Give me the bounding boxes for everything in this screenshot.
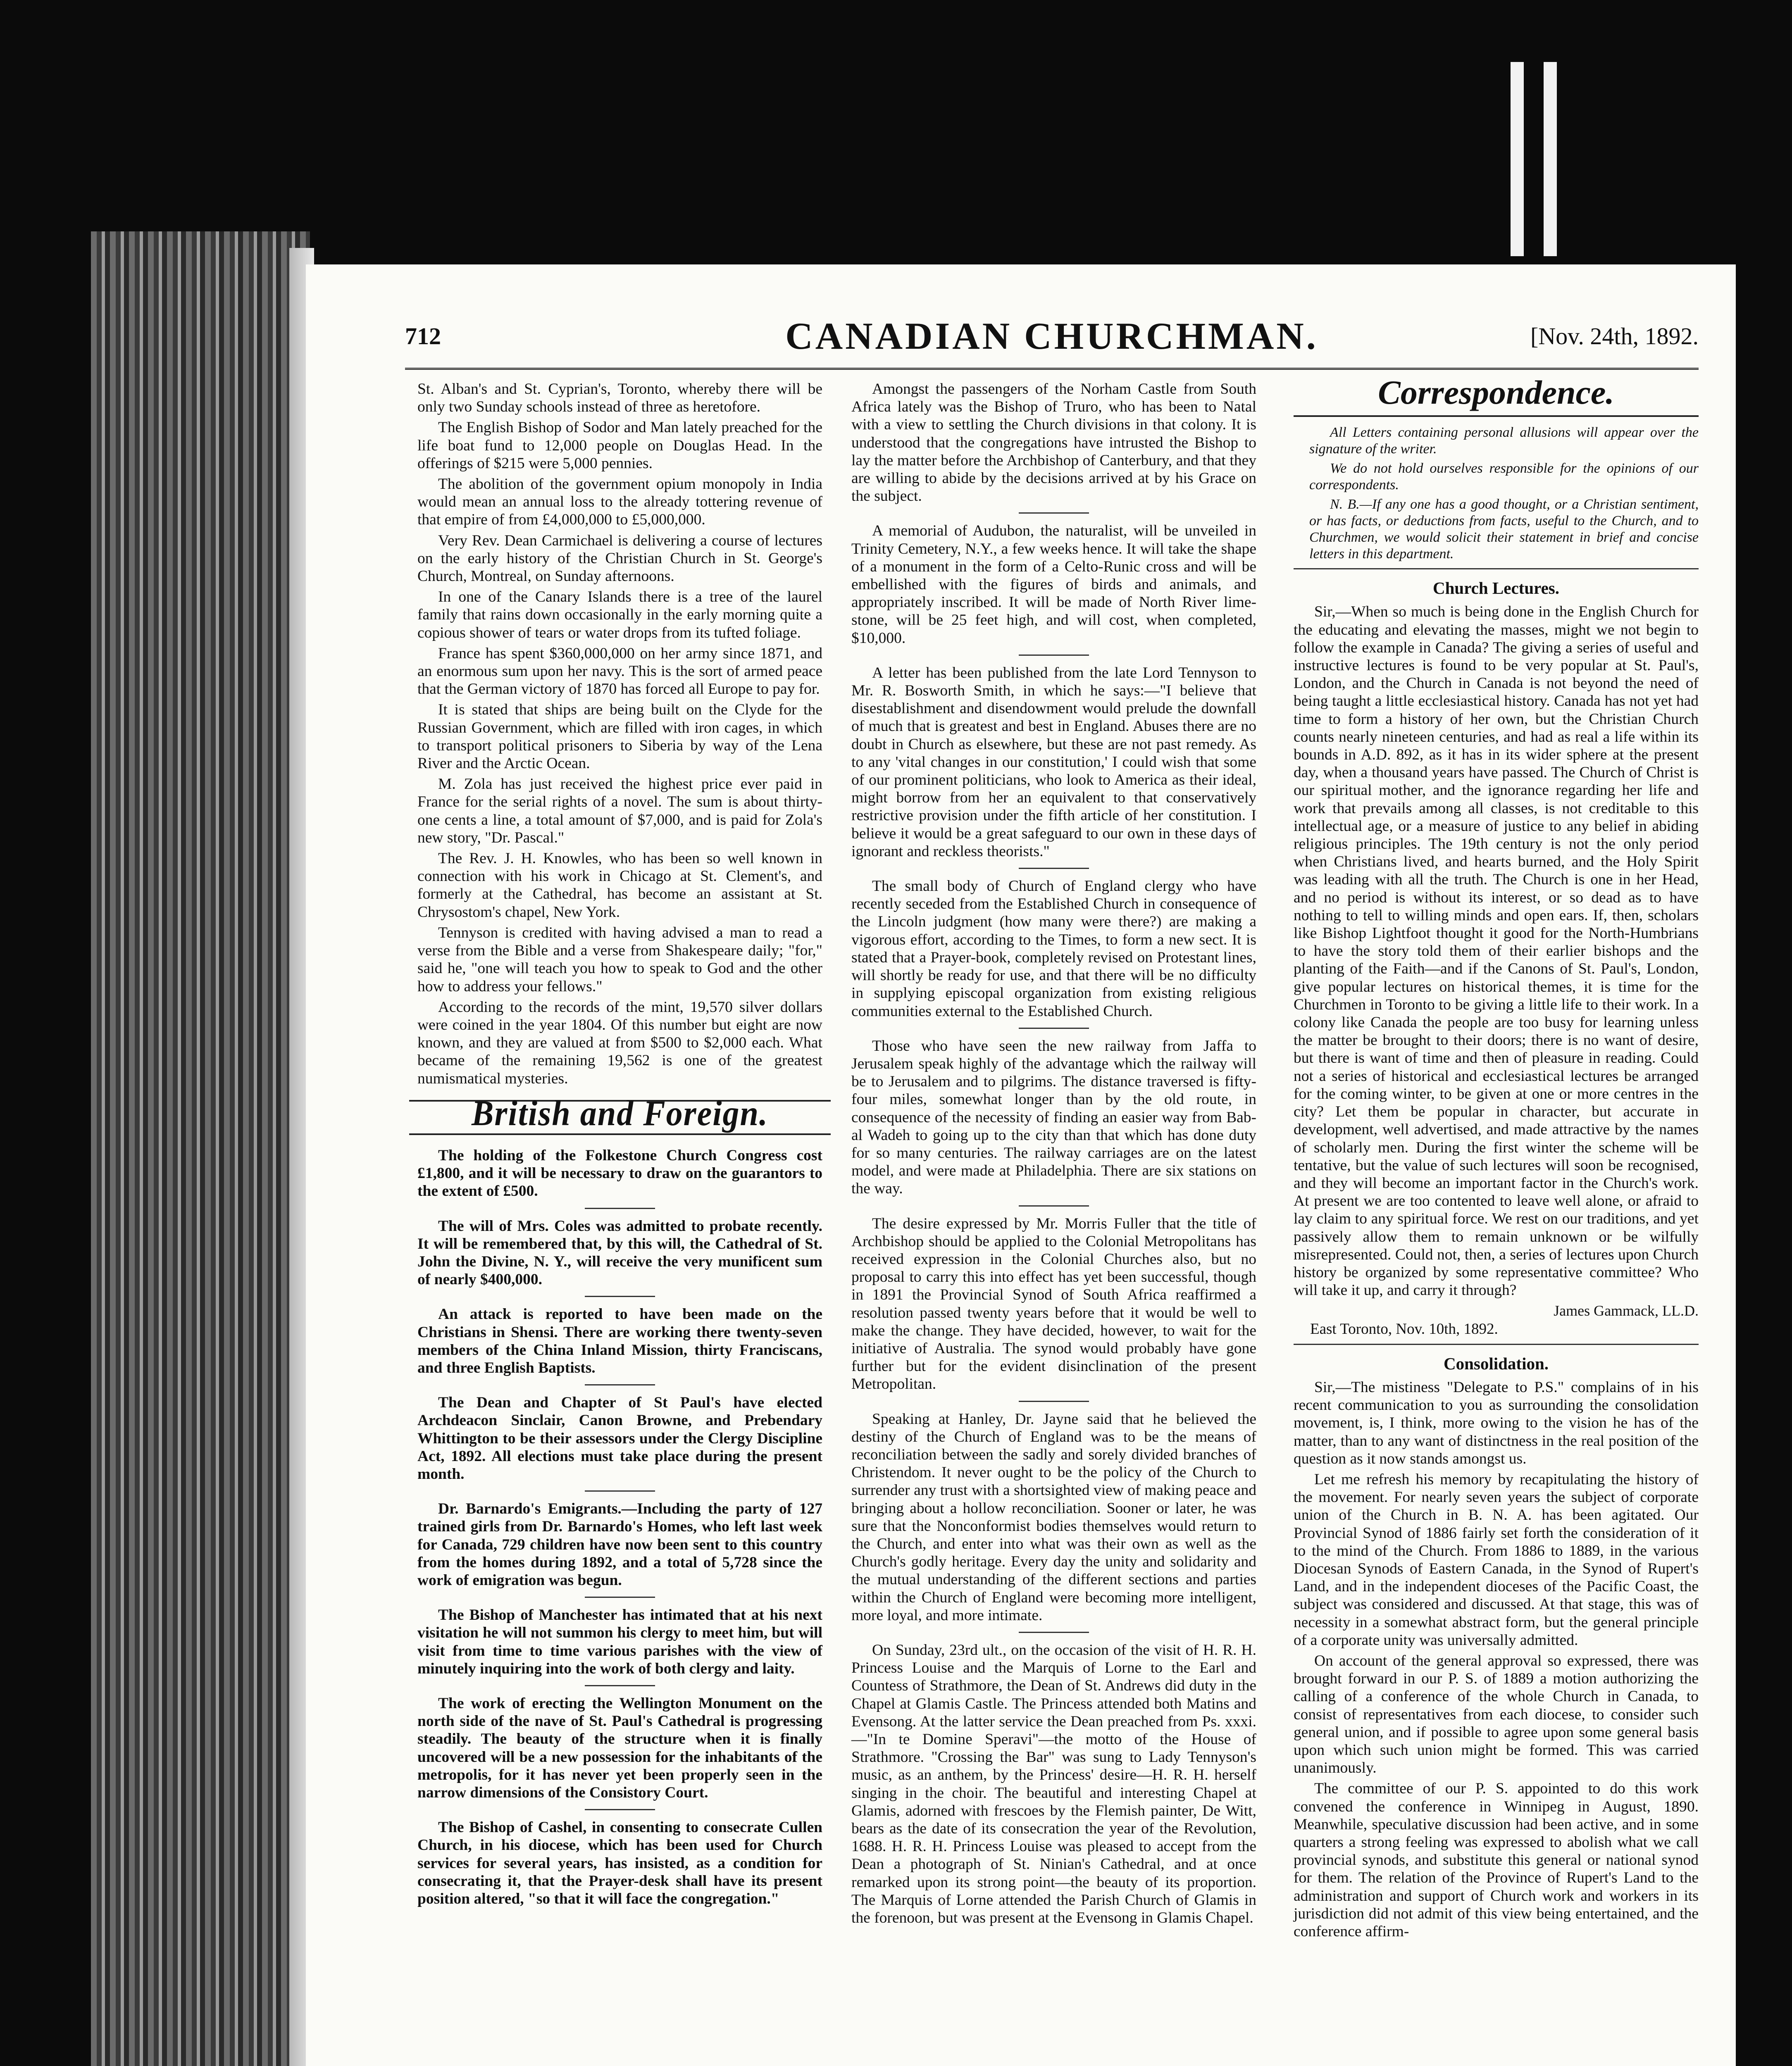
letter-paragraph: The committee of our P. S. appointed to do this work convened the conference in Winnipeg in August, 1890. Meanwhile, speculative discussion had been active, and in some quarters a strong feeling was expressed to abolish what we call provincial synods, and substitute this general or national synod for them. The relation of the Province of Rupert's Land to the administration and support of Church work and workers in its jurisdiction did not admit of this view being entertained, and the conference affirm- [1294,1780,1699,1940]
middle-column [851,380,1256,1930]
section-heading-text: Correspondence. [1378,374,1614,411]
news-item: The desire expressed by Mr. Morris Fuller that the title of Archbishop should be applied to the Colonial Metropolitans has received expression in the Colonial Churches also, but no proposal to carry this into effect has yet been successful, though in 1891 the Provincial Synod of South Africa reaffirmed a resolution passed twenty years before that it would be well to make the change. They have decided, however, to wait for the initiative of Australia. The synod would probably have gone further but for the evident disinclination of the present Metropolitan. [851,1215,1256,1393]
news-item: Dr. Barnardo's Emigrants.—Including the party of 127 trained girls from Dr. Barnardo's Homes, who left last week for Canada, 729 children have now been sent to this country from the homes during 1892, and a total of 5,728 since the work of emigration was begun. [417,1500,822,1589]
news-item: The Bishop of Manchester has intimated that at his next visitation he will not summon his clergy to meet him, but will visit from time to time various parishes with the view of minutely inquiring into the work of both clergy and laity. [417,1607,822,1677]
letter-signature: James Gammack, LL.D. [1554,1302,1699,1319]
news-paragraph: St. Alban's and St. Cyprian's, Toronto, whereby there will be only two Sunday schools instead of three as heretofore. [417,381,822,416]
news-item: A letter has been published from the late Lord Tennyson to Mr. R. Bosworth Smith, in which he says:—"I believe that disestablishment and disendowment would prelude the downfall of much that is greatest and best in England. Abuses there are no doubt in Church as elsewhere, but these are not past remedy. As to any 'vital changes in our constitution,' I could wish that some of our prominent politicians, who look to America as their ideal, might borrow from her an equivalent to that conservatively restrictive provision under the fifth article of her constitution. I believe it would be a great safeguard to our own in these days of ignorant and reckless theorists." [851,664,1256,860]
letter-title: Church Lectures. [1433,578,1559,598]
news-item: Speaking at Hanley, Dr. Jayne said that he believed the destiny of the Church of England was to be the means of reconciliation between the sadly and sorely divided branches of Christendom. It never ought to be the policy of the Church to surrender any trust with a shortsighted view of making peace and bringing about a hollow reconciliation. Sooner or later, he was sure that the Nonconformist bodies themselves would return to the Church, and enter into what was their own as well as the Church's godly heritage. Every day the unity and solidarity and the mutual understanding of the different sections and parties within the Church of England were becoming more intelligent, more loyal, and more intimate. [851,1410,1256,1624]
item-separator [1019,1401,1089,1402]
scanner-bar [1511,62,1524,256]
news-paragraph: It is stated that ships are being built on the Clyde for the Russian Government, which are filled with iron cages, in which to transport political prisoners to Siberia by way of the Lena River and the Arctic Ocean. [417,701,822,772]
section-heading-text: British and Foreign. [471,1094,768,1133]
page-number: 712 [405,323,441,350]
news-paragraph: The abolition of the government opium monopoly in India would mean an annual loss to the already tottering revenue of that empire of from £4,000,000 to £5,000,000. [417,476,822,528]
running-head [405,314,1699,364]
news-paragraph: The English Bishop of Sodor and Man lately preached for the life boat fund to 12,000 people on Douglas Head. In the offerings of $215 were 5,000 pennies. [417,419,822,472]
news-paragraph: Very Rev. Dean Carmichael is delivering a course of lectures on the early history of the Christian Church in St. George's Church, Montreal, on Sunday afternoons. [417,532,822,585]
item-separator [585,1490,655,1492]
book-spine [91,231,310,2066]
letter-rule [1294,1344,1699,1345]
editorial-notice: All Letters containing personal allusions will appear over the signature of the writer. [1309,425,1699,457]
news-item: The work of erecting the Wellington Monument on the north side of the nave of St. Paul's Cathedral is progressing steadily. The beauty of the structure when it is finally uncovered will be a new possession for the inhabitants of the metropolis, for it has never yet been properly seen in the narrow dimensions of the Consistory Court. [417,1695,822,1802]
news-item: A memorial of Audubon, the naturalist, will be unveiled in Trinity Cemetery, N.Y., a few weeks hence. It will take the shape of a monument in the form of a Celto-Runic cross and will be embellished with the figures of birds and animals, and appropriately inscribed. It will be made of North River lime-stone, will be 25 feet high, and will cost, when completed, $10,000. [851,522,1256,647]
issue-date: [Nov. 24th, 1892. [1530,323,1699,350]
section-heading-correspondence [1294,374,1699,411]
item-separator [1019,655,1089,656]
letter-place-date: East Toronto, Nov. 10th, 1892. [1310,1320,1498,1338]
item-separator [1019,1028,1089,1029]
editorial-notice: N. B.—If any one has a good thought, or a Christian sentiment, or has facts, or deductions from facts, useful to the Church, and to Churchmen, we would solicit their statement in brief and concise letters in this department. [1309,497,1699,562]
newspaper-page [306,264,1736,2066]
letter-body: Sir,—When so much is being done in the English Church for the educating and elevating the masses, might we not begin to follow the example in Canada? The giving a series of useful and instructive lectures is found to be very popular at St. Paul's, London, and the Church in Canada is not beyond the need of being taught a little ecclesiastical history. Canada has not yet had time to form a history of her own, but the Christian Church counts nearly nineteen centuries, and had as real a life within its bounds in A.D. 892, as it has in its wider sphere at the present day, when a thousand years have passed. The Church of Christ is our spiritual mother, and the ignorance regarding her life and work that prevails among all classes, is not creditable to this intellectual age, or a measure of justice to any belief in abiding religious principles. The 19th century is not the only period when Christians lived, and hearts burned, and the Holy Spirit was leading with all the truth. The Church is one in her Head, and no period is without its interest, or so dead as to have nothing to tell to willing minds and open ears. If, then, scholars like Bishop Lightfoot thought it good for the North-Humbrians to have the story told them of their earlier bishops and the planting of the Faith—and if the Canons of St. Paul's, London, give popular lectures on historical themes, it is time for the Churchmen in Toronto to be giving a little life to their work. In a colony like Canada the people are too busy for learning unless the matter be brought to their doors; there is no want of desire, but there is want of time and then of pleasure in reading. Could not a series of historical and ecclesiastical lectures be arranged for the coming winter, to be given at one or more centres in the city? Let them be popular in character, but accurate in development, well advertised, and made attractive by the names of scholarly men. During the first winter the scheme will be tentative, but the value of such lectures will soon be recognised, and they will become an important factor in the Church's work. At present we are too contented to leave well alone, or afraid to lay claim to any spiritual force. We rest on our traditions, and yet passively allow them to remain unknown or be wilfully misrepresented. Could not, then, a series of lectures upon Church history be organized by some representative committee? Who will take it up, and carry it through? [1294,603,1699,1299]
news-item: On Sunday, 23rd ult., on the occasion of the visit of H. R. H. Princess Louise and the Marquis of Lorne to the Earl and Countess of Strathmore, the Dean of St. Andrews did duty in the Chapel at Glamis Castle. The Princess attended both Matins and Evensong. At the latter service the Dean preached from Ps. xxxi.—"In te Domine Speravi"—the motto of the House of Strathmore. "Crossing the Bar" was sung to Lady Tennyson's music, as an anthem, by the Princess' desire—H. R. H. herself singing in the choir. The beautiful and interesting Chapel at Glamis, adorned with frescoes by the Flemish painter, De Witt, bears as the date of its consecration the year of the Revolution, 1688. H. R. H. Princess Louise was pleased to accept from the Dean a photograph of St. Ninian's Cathedral, and at once remarked upon its strong point—the beauty of its proportion. The Marquis of Lorne attended the Parish Church of Glamis in the forenoon, but was present at the Evensong in Glamis Chapel. [851,1642,1256,1927]
left-column [417,380,822,1911]
news-item: The will of Mrs. Coles was admitted to probate recently. It will be remembered that, by this will, the Cathedral of St. John the Divine, N. Y., will receive the very munificent sum of nearly $400,000. [417,1217,822,1288]
news-paragraph: According to the records of the mint, 19,570 silver dollars were coined in the year 1804. Of this number but eight are now known, and they are valued at from $500 to $2,000 each. What became of the remaining 19,562 is one of the greatest numismatical mysteries. [417,998,822,1087]
news-paragraph: The Rev. J. H. Knowles, who has been so well known in connection with his work in Chicago at St. Clement's, and formerly at the Cathedral, has become an assistant at St. Chrysostom's chapel, New York. [417,850,822,921]
heading-rule [1294,415,1699,417]
section-heading-british-foreign [409,1094,831,1135]
letter-paragraph: Let me refresh his memory by recapitulating the history of the movement. For nearly seven years the subject of corporate union of the Church in B. N. A. has been agitated. Our Provincial Synod of 1886 fairly set forth the consideration of it to the mind of the Church. From 1886 to 1889, in the various Diocesan Synods of Eastern Canada, in the Synod of Rupert's Land, and in the independent dioceses of the Pacific Coast, the subject was considered and discussed. At that stage, this was of necessity in a somewhat abstract form, but the general principle of a corporate unity was universally admitted. [1294,1471,1699,1649]
news-paragraph: M. Zola has just received the highest price ever paid in France for the serial rights of a novel. The sum is about thirty-one cents a line, a total amount of $7,000, and is paid for Zola's new story, "Dr. Pascal." [417,776,822,846]
header-rule [405,368,1699,370]
british-foreign-items [417,1147,822,1908]
item-separator [1019,1632,1089,1633]
publication-title: CANADIAN CHURCHMAN. [785,315,1318,357]
news-paragraph: France has spent $360,000,000 on her army since 1871, and an enormous sum upon her navy. This is the sort of armed peace that the German victory of 1870 has forced all Europe to pay for. [417,645,822,698]
item-separator [585,1597,655,1598]
right-column [1294,374,1699,1943]
news-paragraph: In one of the Canary Islands there is a tree of the laurel family that rains down occasionally in the early morning quite a copious shower of tears or water drops from its tufted foliage. [417,588,822,641]
letter-paragraph: Sir,—The mistiness "Delegate to P.S." complains of in his recent communication to you as surrounding the consolidation movement, is, I think, more owing to the vision he has of the matter, than to any want of distinctness in the real position of the question as it now stands amongst us. [1294,1378,1699,1467]
item-separator [1019,512,1089,514]
item-separator [585,1809,655,1810]
news-item: Amongst the passengers of the Norham Castle from South Africa lately was the Bishop of Truro, who has been to Natal with a view to settling the Church divisions in that colony. It is understood that the congregations have intrusted the Bishop to lay the matter before the Archbishop of Canterbury, and that they are willing to abide by the decisions arrived at by his Grace on the subject. [851,381,1256,505]
scanner-bar [1544,62,1557,256]
news-item: Those who have seen the new railway from Jaffa to Jerusalem speak highly of the advantage which the railway will be to Jerusalem and to pilgrims. The distance traversed is fifty-four miles, somewhat longer than by the old route, in consequence of the necessity of finding an easier way from Bab-al Wadeh to going up to the city than that which has done duty for so many centuries. The railway carriages are on the latest model, and were made at Philadelphia. There are six stations on the way. [851,1037,1256,1197]
news-item: An attack is reported to have been made on the Christians in Shensi. There are working there twenty-seven members of the China Inland Mission, thirty Franciscans, and three English Baptists. [417,1306,822,1376]
news-item: The Dean and Chapter of St Paul's have elected Archdeacon Sinclair, Canon Browne, and Prebendary Whittington to be their assessors under the Clergy Discipline Act, 1892. All elections must take place during the present month. [417,1394,822,1483]
item-separator [1019,1205,1089,1207]
news-item: The holding of the Folkestone Church Congress cost £1,800, and it will be necessary to draw on the guarantors to the extent of £500. [417,1147,822,1200]
letter-paragraph: On account of the general approval so expressed, there was brought forward in our P. S. of 1889 a motion authorizing the calling of a conference of the whole Church in Canada, to consist of representatives from each diocese, to consider such general union, and if possible to agree upon some general basis upon which such union might be formed. This was carried unanimously. [1294,1652,1699,1777]
news-item: The small body of Church of England clergy who have recently seceded from the Established Church in consequence of the Lincoln judgment (how many were there?) are making a vigorous effort, according to the Times, to form a new sect. It is stated that a Prayer-book, completely revised on Protestant lines, will shortly be ready for use, and that there will be no difficulty in supplying episcopal organization from existing religious communities external to the Established Church. [851,878,1256,1020]
item-separator [585,1685,655,1686]
item-separator [1019,868,1089,869]
letter-title: Consolidation. [1443,1354,1549,1373]
item-separator [585,1208,655,1209]
item-separator [585,1296,655,1297]
news-paragraph: Tennyson is credited with having advised a man to read a verse from the Bible and a verse from Shakespeare daily; "for," said he, "one will teach you how to speak to God and the other how to address your fellows." [417,924,822,995]
editorial-notice: We do not hold ourselves responsible for the opinions of our correspondents. [1309,461,1699,493]
item-separator [585,1384,655,1385]
section-rule [1294,568,1699,569]
news-item: The Bishop of Cashel, in consenting to consecrate Cullen Church, in his diocese, which has been used for Church services for several years, has insisted, as a condition for consecrating it, that the Prayer-desk shall have its present position altered, "so that it will face the congregation." [417,1819,822,1908]
